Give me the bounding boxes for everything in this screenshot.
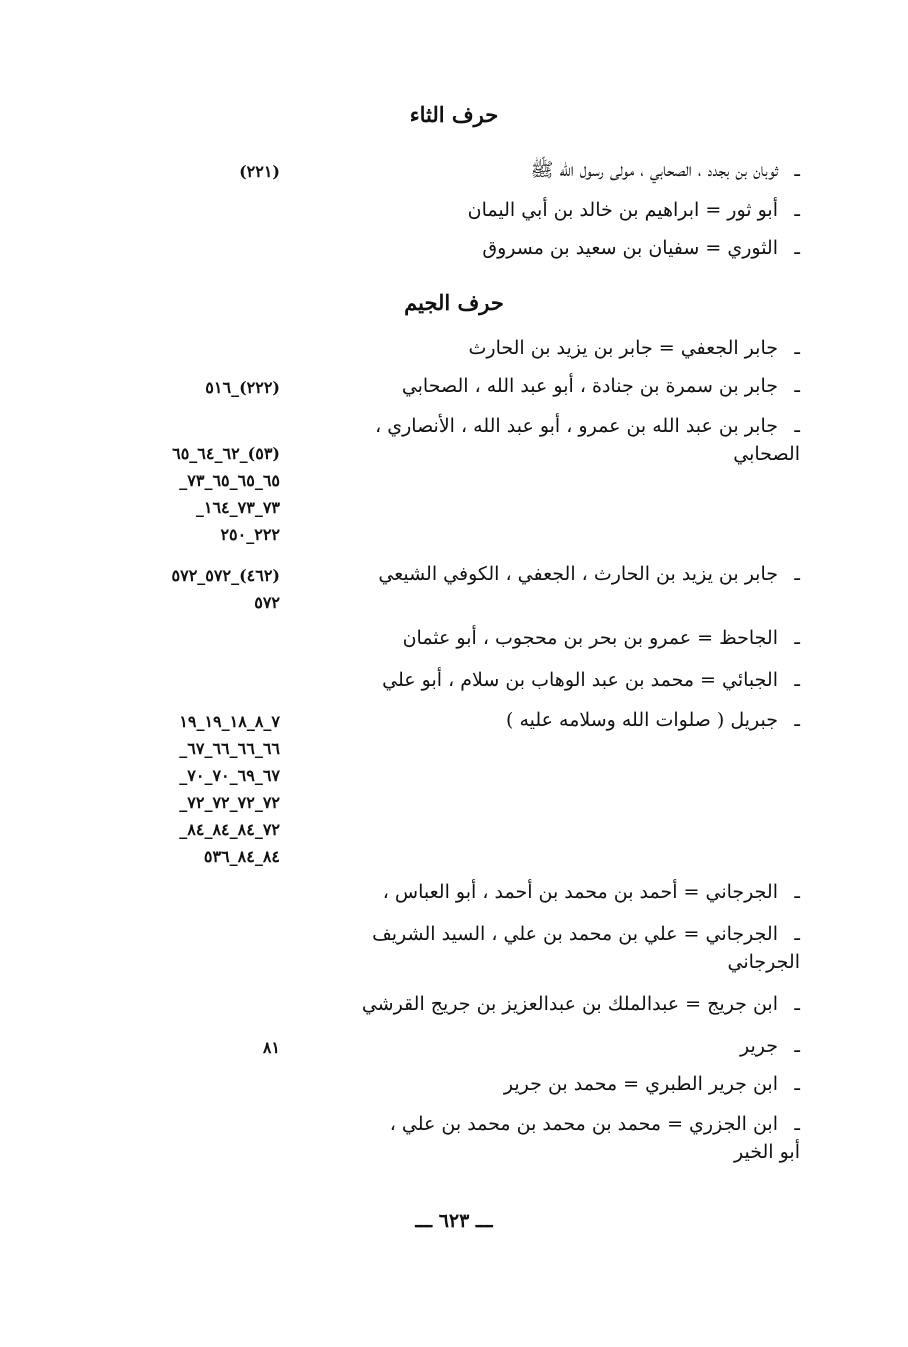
entry-name: الجبائي = محمد بن عبد الوهاب بن سلام ، أبو علي [382,669,778,691]
entry-dash: ـ [794,1073,800,1095]
entry-name: الجاحظ = عمرو بن بحر بن محجوب ، أبو عثمان [402,627,778,649]
entry-refs: ٧_٨_١٨_١٩_١٩ ٦٦_٦٦_٦٦_٦٧_ ٦٧_٦٩_٧٠_٧٠_ ٧٢_٧٢_٧٢_٧٢_ ٧٢_٨٤_٨٤_٨٤_ ٨٤_٨٤_٥٣٦ [179,712,280,866]
entry-name: جبريل ( صلوات الله وسلامه عليه ) [506,709,778,731]
entry-refs: ٨١ [262,1038,280,1057]
entry-name: الجرجاني = أحمد بن محمد بن أحمد ، أبو العباس ، [382,881,778,903]
entry-dash: ـ [794,375,800,397]
page-number: ـــ ٦٢٣ ـــ [415,1210,493,1232]
entry-dash: ـ [794,337,800,359]
entry-dash: ـ [794,415,800,437]
entry-dash: ـ [794,563,800,585]
section-heading-tha: حرف الثاء [409,102,499,127]
entry-name: ابن الجزري = محمد بن محمد بن محمد بن علي ، أبو الخير [389,1113,800,1163]
entry-dash: ـ [794,881,800,903]
entry-name: الجرجاني = علي بن محمد بن علي ، السيد الشريف الجرجاني [372,923,800,973]
entry-name: جابر بن يزيد بن الحارث ، الجعفي ، الكوفي الشيعي [378,563,778,585]
entry-refs: (٤٦٢)_٥٧٢_٥٧٢ ٥٧٢ [171,566,280,612]
entry-name: الثوري = سفيان بن سعيد بن مسروق [482,237,778,259]
entry-dash: ـ [794,709,800,731]
section-heading-jim: حرف الجيم [404,290,504,315]
entry-refs: (٢٢١) [239,162,280,181]
entry-dash: ـ [794,159,800,181]
entry-name: ابن جرير الطبري = محمد بن جرير [503,1073,778,1095]
entry-name: أبو ثور = ابراهيم بن خالد بن أبي اليمان [467,199,778,221]
entry-name: جابر بن عبد الله بن عمرو ، أبو عبد الله ، الأنصاري ، الصحابي [375,415,800,465]
entry-name: جرير [740,1035,778,1057]
entry-dash: ـ [794,1035,800,1057]
entry-dash: ـ [794,1113,800,1135]
entry-name: ابن جريج = عبدالملك بن عبدالعزيز بن جريج القرشي [361,993,778,1015]
entry-dash: ـ [794,669,800,691]
entry-name: جابر الجعفي = جابر بن يزيد بن الحارث [468,337,778,359]
entry-refs: (٢٢٢)_٥١٦ [205,378,280,397]
entry-dash: ـ [794,237,800,259]
entry-dash: ـ [794,199,800,221]
entry-name: ثوبان بن بجدد ، الصحابي ، مولى رسول الله ﷺ [530,159,778,181]
entry-dash: ـ [794,993,800,1015]
entry-name: جابر بن سمرة بن جنادة ، أبو عبد الله ، الصحابي [401,375,778,397]
entry-dash: ـ [794,627,800,649]
entry-refs: (٥٣)_٦٢_٦٤_٦٥ ٦٥_٦٥_٦٥_٧٣_ ٧٣_٧٣_١٦٤_ ٢٢٢_٢٥٠ [172,444,280,544]
entry-dash: ـ [794,923,800,945]
